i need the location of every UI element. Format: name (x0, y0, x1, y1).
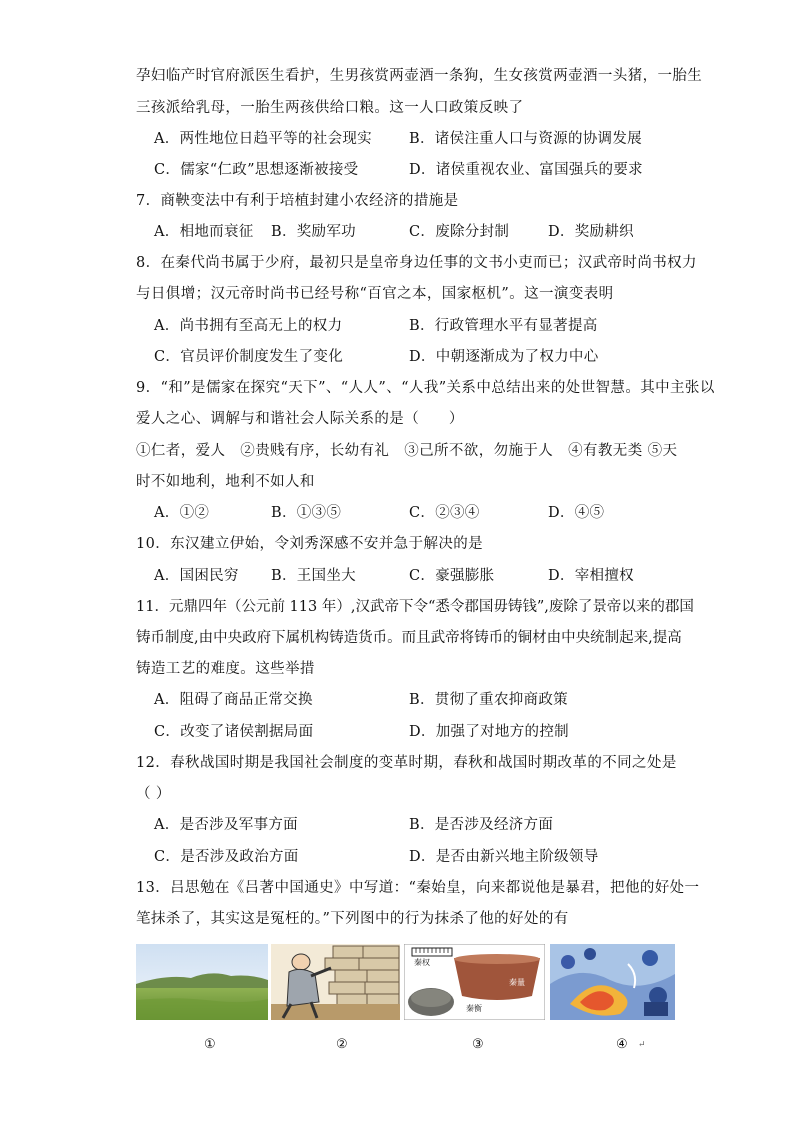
q12-option-b[interactable]: B．是否涉及经济方面 (409, 817, 554, 833)
q9-option-a[interactable]: A．①② (154, 505, 210, 521)
picture-caption-1: ① (204, 1037, 216, 1052)
q6-option-d[interactable]: D．诸侯重视农业、富国强兵的要求 (409, 162, 643, 178)
q7-option-d[interactable]: D．奖励耕织 (548, 224, 634, 240)
q6-line2: 三孩派给乳母，一胎生两孩供给口粮。这一人口政策反映了 (136, 100, 524, 116)
q6-option-b[interactable]: B．诸侯注重人口与资源的协调发展 (409, 131, 642, 147)
picture-caption-4: ④ (616, 1037, 628, 1052)
q9-stem-line2: 爱人之心、调解与和谐社会人际关系的是（ ） (136, 411, 464, 427)
q12-stem-line1: 12．春秋战国时期是我国社会制度的变革时期，春秋和战国时期改革的不同之处是 (136, 755, 677, 771)
cartoon-wall-picture (271, 944, 400, 1020)
q11-option-c[interactable]: C．改变了诸侯割据局面 (154, 724, 314, 740)
q9-statements-line1: ①仁者，爱人 ②贵贱有序，长幼有礼 ③己所不欲，勿施于人 ④有教无类 ⑤天 (136, 443, 678, 459)
q13-stem-line2: 笔抹杀了，其实这是冤枉的。”下列图中的行为抹杀了他的好处的有 (136, 911, 569, 927)
q13-stem-line1: 13．吕思勉在《吕著中国通史》中写道：“秦始皇，向来都说他是暴君，把他的好处一 (136, 880, 700, 896)
q11-option-b[interactable]: B．贯彻了重农抑商政策 (409, 692, 568, 708)
q9-option-b[interactable]: B．①③⑤ (271, 505, 342, 521)
q12-stem-line2: （ ） (136, 786, 171, 802)
q6-line1: 孕妇临产时官府派医生看护，生男孩赏两壶酒一条狗，生女孩赏两壶酒一头猪，一胎生 (136, 68, 703, 84)
q9-statements-line2: 时不如地利，地利不如人和 (136, 474, 315, 490)
q7-option-b[interactable]: B．奖励军功 (271, 224, 356, 240)
battle-scene-picture (550, 944, 675, 1020)
q10-option-a[interactable]: A．国困民穷 (154, 568, 239, 584)
q10-option-b[interactable]: B．王国坐大 (271, 568, 356, 584)
q11-stem-line1: 11．元鼎四年（公元前 113 年）,汉武帝下令“悉令郡国毋铸钱”,废除了景帝以来的郡国 (136, 599, 694, 615)
q8-option-b[interactable]: B．行政管理水平有显著提高 (409, 318, 598, 334)
q11-option-d[interactable]: D．加强了对地方的控制 (409, 724, 569, 740)
q11-stem-line3: 铸造工艺的难度。这些举措 (136, 661, 315, 677)
q11-option-a[interactable]: A．阻碍了商品正常交换 (154, 692, 313, 708)
qin-measures-picture (404, 944, 545, 1020)
q8-option-d[interactable]: D．中朝逐渐成为了权力中心 (409, 349, 599, 365)
picture-caption-2: ② (336, 1037, 348, 1052)
q12-option-c[interactable]: C．是否涉及政治方面 (154, 849, 299, 865)
q6-option-c[interactable]: C．儒家“仁政”思想逐渐被接受 (154, 162, 359, 178)
grassland-picture (136, 944, 268, 1020)
paragraph-mark-icon: ↵ (638, 1040, 646, 1050)
q8-option-c[interactable]: C．官员评价制度发生了变化 (154, 349, 343, 365)
q7-option-a[interactable]: A．相地而衰征 (154, 224, 254, 240)
q10-stem: 10．东汉建立伊始，令刘秀深感不安并急于解决的是 (136, 536, 484, 552)
q8-stem-line2: 与日俱增；汉元帝时尚书已经号称“百官之本，国家枢机”。这一演变表明 (136, 286, 614, 302)
q11-stem-line2: 铸币制度,由中央政府下属机构铸造货币。而且武帝将铸币的铜材由中央统制起来,提高 (136, 630, 682, 646)
q9-stem-line1: 9．“和”是儒家在探究“天下”、“人人”、“人我”关系中总结出来的处世智慧。其中主张以 (136, 380, 715, 396)
q7-option-c[interactable]: C．废除分封制 (409, 224, 510, 240)
q9-option-c[interactable]: C．②③④ (409, 505, 480, 521)
q8-stem-line1: 8．在秦代尚书属于少府，最初只是皇帝身边任事的文书小吏而已；汉武帝时尚书权力 (136, 255, 697, 271)
q8-option-a[interactable]: A．尚书拥有至高无上的权力 (154, 318, 343, 334)
q6-option-a[interactable]: A．两性地位日趋平等的社会现实 (154, 131, 372, 147)
q12-option-a[interactable]: A．是否涉及军事方面 (154, 817, 298, 833)
qin-weight-label-top: 秦权 (414, 958, 430, 967)
q10-option-c[interactable]: C．豪强膨胀 (409, 568, 495, 584)
qin-weight-label-bottom: 秦衡 (466, 1004, 482, 1013)
q7-stem: 7．商鞅变法中有利于培植封建小农经济的措施是 (136, 193, 459, 209)
picture-caption-3: ③ (472, 1037, 484, 1052)
q10-option-d[interactable]: D．宰相擅权 (548, 568, 634, 584)
q9-option-d[interactable]: D．④⑤ (548, 505, 605, 521)
q12-option-d[interactable]: D．是否由新兴地主阶级领导 (409, 849, 599, 865)
qin-bowl-label: 秦量 (509, 978, 525, 987)
